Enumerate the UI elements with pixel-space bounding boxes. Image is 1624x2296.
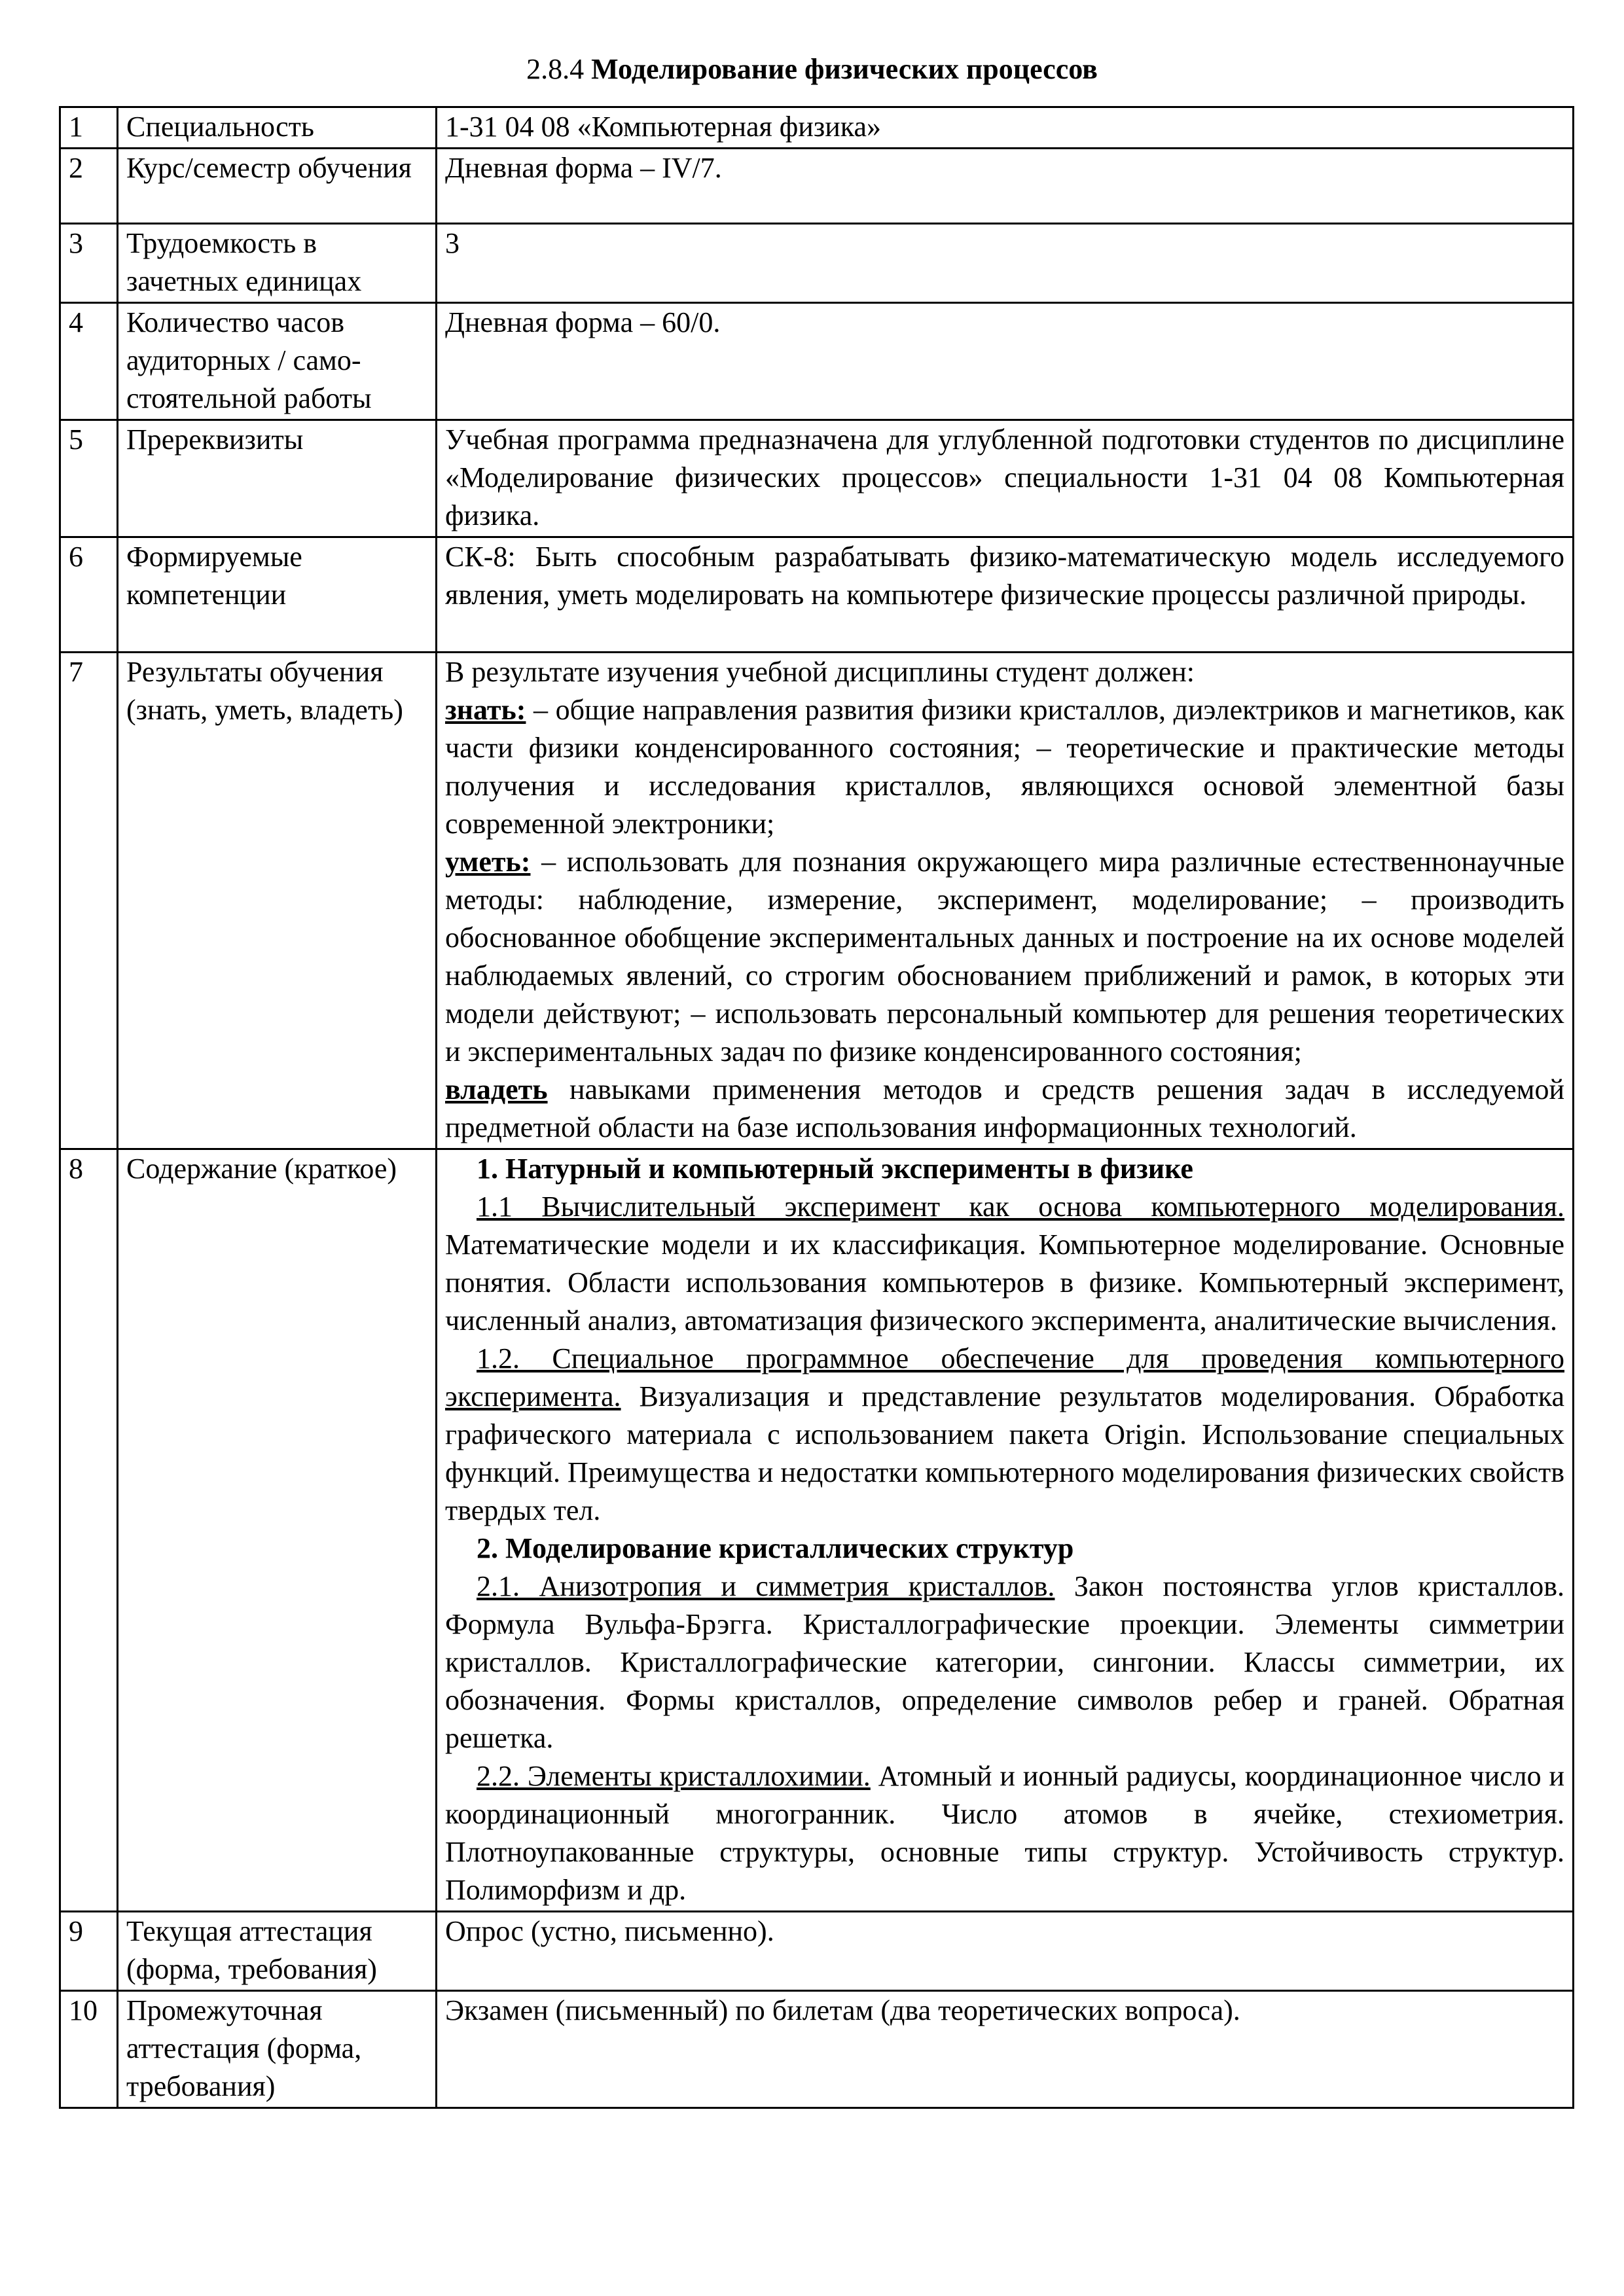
row-label: Текущая аттестация (форма, требования): [118, 1912, 437, 1991]
table-row: [60, 420, 1574, 537]
row-label: Результаты обучения (знать, уметь, владеть): [118, 653, 437, 1149]
row-value: 1-31 04 08 «Компьютерная физика»: [437, 107, 1574, 149]
section-1-title: 1. Натурный и компьютерный эксперименты в физике: [477, 1153, 1193, 1185]
row-value: Дневная форма – IV/7.: [437, 149, 1574, 224]
row-value: Экзамен (письменный) по билетам (два теоретических вопроса).: [437, 1991, 1574, 2108]
table-row: [60, 303, 1574, 420]
row-number: 4: [60, 303, 118, 420]
subsection-1-2: [445, 1340, 1564, 1530]
row-value: СК-8: Быть способным разрабатывать физико-математическую модель исследуемого явления, уметь моделировать на компьютере физические процессы различной природы.: [437, 537, 1574, 653]
subsection-2-2: [445, 1757, 1564, 1909]
table-row: [60, 224, 1574, 303]
row-number: 6: [60, 537, 118, 653]
table-row: [60, 1149, 1574, 1912]
know-text: – общие направления развития физики кристаллов, диэлектриков и магнетиков, как части физики конденсированного состояния; – теоретические и практические методы получения и исследования кристаллов, являющихся основой элементной базы современной электроники;: [445, 694, 1564, 840]
table-row: [60, 653, 1574, 1149]
row-number: 9: [60, 1912, 118, 1991]
outcomes-can: [445, 843, 1564, 1071]
row-number: 3: [60, 224, 118, 303]
row-label: Формируемые компетенции: [118, 537, 437, 653]
subsection-1-2-text: Визуализация и представление результатов моделирования. Обработка графического материала с использованием пакета Origin. Использование специальных функций. Преимущества и недостатки компьютерного моделирования физических свойств твердых тел.: [445, 1380, 1564, 1526]
know-keyword: знать:: [445, 694, 526, 726]
own-keyword: владеть: [445, 1073, 548, 1105]
table-row: [60, 107, 1574, 149]
subsection-2-1: [445, 1568, 1564, 1757]
outcomes-intro: В результате изучения учебной дисциплины студент должен:: [445, 656, 1195, 688]
can-keyword: уметь:: [445, 846, 531, 878]
row-label: Пререквизиты: [118, 420, 437, 537]
row-label: Содержание (краткое): [118, 1149, 437, 1912]
subsection-1-1: [445, 1188, 1564, 1340]
row-number: 8: [60, 1149, 118, 1912]
row-value: 3: [437, 224, 1574, 303]
row-label: Промежуточная аттестация (форма, требования): [118, 1991, 437, 2108]
subsection-1-2-title: 1.2. Специальное программное обеспечение для проведения компьютерного эксперимента.: [445, 1342, 1564, 1412]
table-row: [60, 149, 1574, 224]
row-number: 1: [60, 107, 118, 149]
learning-outcomes: [437, 653, 1574, 1149]
table-row: [60, 537, 1574, 653]
table-row: [60, 1912, 1574, 1991]
section-number: 2.8.4: [526, 53, 585, 85]
row-label: Специальность: [118, 107, 437, 149]
course-content: [437, 1149, 1574, 1912]
section-heading: [0, 51, 1624, 88]
row-number: 7: [60, 653, 118, 1149]
row-number: 10: [60, 1991, 118, 2108]
row-number: 5: [60, 420, 118, 537]
row-label: Курс/семестр обучения: [118, 149, 437, 224]
subsection-2-1-title: 2.1. Анизотропия и симметрия кристаллов.: [477, 1570, 1055, 1602]
subsection-1-1-title: 1.1 Вычислительный эксперимент как основа компьютерного моделирования.: [477, 1191, 1564, 1223]
subsection-2-2-text: Атомный и ионный радиусы, координационное число и координационный многогранник. Число атомов в ячейке, стехиометрия. Плотноупакованные структуры, основные типы структур. Устойчивость структур. Полиморфизм и др.: [445, 1760, 1564, 1906]
section-2-title: 2. Моделирование кристаллических структур: [477, 1532, 1074, 1564]
outcomes-own: [445, 1071, 1564, 1147]
row-label: Трудоемкость в зачетных единицах: [118, 224, 437, 303]
outcomes-know: [445, 691, 1564, 843]
table-row: [60, 1991, 1574, 2108]
own-text: навыками применения методов и средств решения задач в исследуемой предметной области на базе использования информационных технологий.: [445, 1073, 1564, 1143]
row-value: Дневная форма – 60/0.: [437, 303, 1574, 420]
course-info-table: [59, 106, 1574, 2109]
section-title: Моделирование физических процессов: [591, 53, 1098, 85]
subsection-2-2-title: 2.2. Элементы кристаллохимии.: [477, 1760, 871, 1792]
row-value: Учебная программа предназначена для углубленной подготовки студентов по дисциплине «Моделирование физических процессов» специальности 1-31 04 08 Компьютерная физика.: [437, 420, 1574, 537]
subsection-1-1-text: Математические модели и их классификация. Компьютерное моделирование. Основные понятия. Области использования компьютеров в физике. Компьютерный эксперимент, численный анализ, автоматизация физического эксперимента, аналитические вычисления.: [445, 1229, 1564, 1336]
row-label: Количество часов аудиторных / само-стоятельной работы: [118, 303, 437, 420]
subsection-2-1-text: Закон постоянства углов кристаллов. Формула Вульфа-Брэгга. Кристаллографические проекции. Элементы симметрии кристаллов. Кристаллографические категории, сингонии. Классы симметрии, их обозначения. Формы кристаллов, определение символов ребер и граней. Обратная решетка.: [445, 1570, 1564, 1754]
row-number: 2: [60, 149, 118, 224]
row-value: Опрос (устно, письменно).: [437, 1912, 1574, 1991]
can-text: – использовать для познания окружающего мира различные естественнонаучные методы: наблюдение, измерение, эксперимент, моделирование; – производить обоснованное обобщение экспериментальных данных и построение на их основе моделей наблюдаемых явлений, со строгим обоснованием приближений и рамок, в которых эти модели действуют; – использовать персональный компьютер для решения теоретических и экспериментальных задач по физике конденсированного состояния;: [445, 846, 1564, 1067]
